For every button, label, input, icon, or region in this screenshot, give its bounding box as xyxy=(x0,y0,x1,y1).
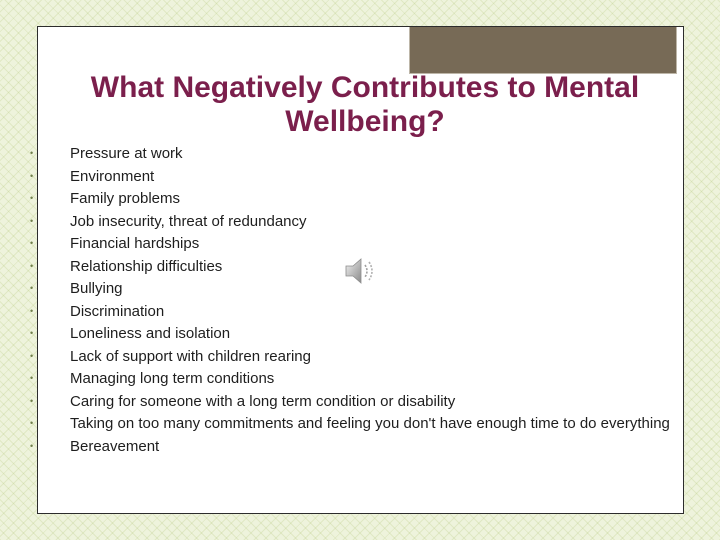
bullet-icon: • xyxy=(30,350,34,361)
list-item-text: Bullying xyxy=(70,280,123,297)
bullet-icon: • xyxy=(30,395,34,406)
bullet-icon: • xyxy=(30,215,34,226)
list-item-text: Taking on too many commitments and feeling you don't have enough time to do everything xyxy=(70,415,670,432)
list-item xyxy=(30,235,690,252)
bullet-list xyxy=(30,145,690,460)
list-item xyxy=(30,370,690,387)
list-item-text: Financial hardships xyxy=(70,235,200,252)
bullet-icon: • xyxy=(30,373,34,383)
list-item xyxy=(30,325,690,342)
bullet-icon: • xyxy=(30,148,34,158)
header-tab-decoration xyxy=(409,27,677,74)
list-item xyxy=(30,145,690,162)
list-item-text: Relationship difficulties xyxy=(70,257,223,275)
list-item-text: Family problems xyxy=(70,190,181,207)
bullet-icon: • xyxy=(30,305,34,316)
list-item-text: Caring for someone with a long term condition or disability xyxy=(70,392,456,410)
bullet-icon: • xyxy=(30,238,34,248)
list-item xyxy=(30,415,690,432)
bullet-icon: • xyxy=(30,193,34,203)
list-item-text: Loneliness and isolation xyxy=(70,325,231,342)
list-item-text: Job insecurity, threat of redundancy xyxy=(70,212,307,230)
list-item xyxy=(30,438,690,455)
speaker-icon[interactable] xyxy=(343,254,379,288)
bullet-icon: • xyxy=(30,283,34,293)
bullet-icon: • xyxy=(30,418,34,428)
slide-title: What Negatively Contributes to Mental Wellbeing? xyxy=(90,71,640,138)
list-item xyxy=(30,303,690,320)
list-item-text: Pressure at work xyxy=(70,145,183,162)
list-item-text: Discrimination xyxy=(70,302,165,320)
list-item xyxy=(30,190,690,207)
bullet-icon: • xyxy=(30,440,34,451)
list-item xyxy=(30,348,690,365)
list-item-text: Bereavement xyxy=(70,437,160,455)
list-item xyxy=(30,168,690,185)
list-item-text: Managing long term conditions xyxy=(70,370,275,387)
bullet-icon: • xyxy=(30,170,34,181)
bullet-icon: • xyxy=(30,260,34,271)
list-item-text: Lack of support with children rearing xyxy=(70,347,311,365)
list-item-text: Environment xyxy=(70,167,155,185)
list-item xyxy=(30,393,690,410)
bullet-icon: • xyxy=(30,328,34,338)
list-item xyxy=(30,213,690,230)
